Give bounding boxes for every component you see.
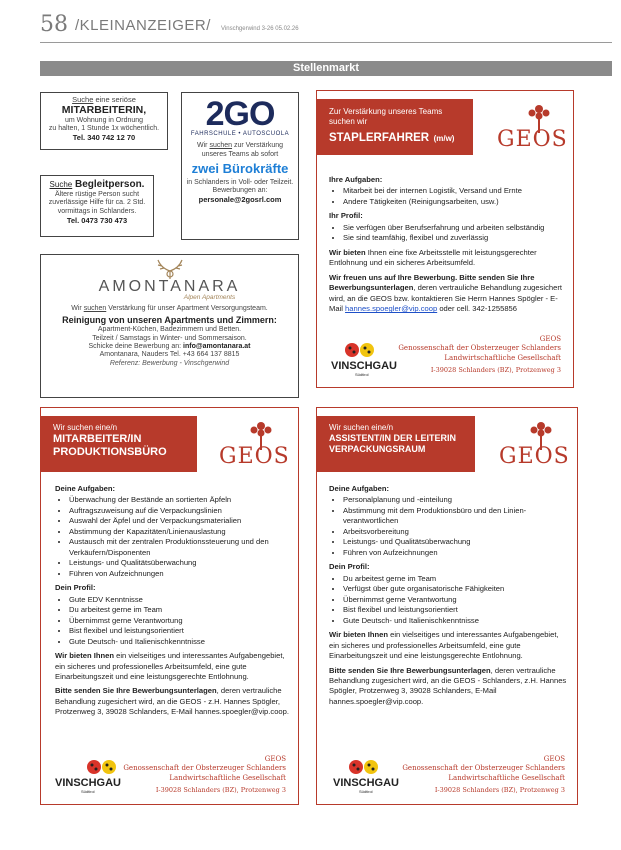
ad-text: Wir — [197, 142, 210, 150]
offer-lead: Wir bieten — [329, 247, 366, 257]
task-item: • Auftragszuweisung auf die Verpackungslinien — [69, 506, 293, 516]
ad-geos-produktionsbuero — [40, 407, 299, 805]
org-address: I-39028 Schlanders (BZ), Protzenweg 3 — [434, 786, 565, 795]
tasks-title: Deine Aufgaben: — [55, 484, 116, 493]
ad-text: zur Verstärkung — [232, 142, 283, 150]
vinschgau-logo: VINSCHGAU — [55, 777, 122, 789]
task-item: • Andere Tätigkeiten (Reinigungsarbeiten, usw.) — [343, 197, 567, 207]
ad-header-title: MITARBEITER/IN — [53, 433, 142, 445]
ad-text: Wir — [71, 304, 84, 312]
apply-lead: Bitte senden Sie Ihre Bewerbungsunterlagen — [55, 686, 217, 696]
2go-logo: 2GO — [205, 95, 275, 133]
ad-header-title: VERPACKUNGSRAUM — [329, 443, 426, 454]
ad-headline: Reinigung von unseren Apartments und Zimmern: — [62, 315, 277, 326]
ad-text-line: vormittags in Schlanders. — [57, 207, 137, 215]
ad-text-line: in Schlanders in Voll- oder Teilzeit. — [186, 178, 294, 186]
ad-lead-word: Suche — [72, 95, 94, 104]
offer-text: ein vielseitiges und interessantes Aufgabengebiet, ein sicheres und professionelles Arbeitsumfeld, eine gute Einarbeitungszeit und eine leistungsgerechte Entlohnung. — [329, 630, 559, 661]
ad-email: personale@2gosrl.com — [198, 195, 282, 205]
profile-item: • Gute Deutsch- und Italienischkenntnisse — [343, 616, 569, 626]
ladybug-apple-icon — [347, 758, 381, 776]
ad-text-line: Teilzeit / Samstags in Winter- und Sommersaison. — [92, 334, 247, 342]
task-item: • Führen von Aufzeichnungen — [69, 569, 293, 579]
ad-header-title: ASSISTENT/IN DER LEITERIN — [329, 433, 457, 443]
profile-item: • Du arbeitest gerne im Team — [343, 574, 569, 584]
task-item: • Überwachung der Bestände an sortierten Äpfeln — [69, 495, 293, 505]
header-rule — [40, 42, 612, 43]
vinschgau-sub: Südtirol — [81, 789, 95, 794]
vinschgau-logo: VINSCHGAU — [331, 360, 398, 372]
apply-text: , deren vertrauliche Behandlung zugesichert wird, an die GEOS - z.H. Hannes Spögler, Protzenweg 3, 39028 Schlanders, E-Mail hannes.spoegler@vip.coop. — [55, 686, 289, 717]
org-block — [123, 755, 286, 795]
ad-header-title: PRODUKTIONSBÜRO — [53, 446, 167, 459]
ad-reference: Referenz: Bewerbung - Vinschgerwind — [109, 359, 230, 367]
offer-text: ein vielseitiges und interessantes Aufgabengebiet, ein sicheres und professionelles Arbeitsumfeld, eine gute Einarbeitungszeit und eine leistungsgerechte Entlohnung. — [55, 651, 285, 681]
2go-tagline: FAHRSCHULE • AUTOSCUOLA — [190, 131, 290, 137]
apply-text: , deren vertrauliche Behandlung zugesichert wird, an die GEOS - Schlanders, z.H. Hannes Spögler, Protzenweg 3, 39028 Schlanders, E-Mail hannes.spoegler@vip.coop. — [329, 665, 567, 706]
profile-item: • Gute Deutsch- und Italienischkenntnisse — [69, 637, 293, 647]
apply-tail: oder cell. 342-1255856 — [437, 304, 517, 314]
ad-text-line: unseres Teams ab sofort — [201, 150, 279, 158]
profile-title: Dein Profil: — [55, 583, 96, 593]
task-item: • Leistungs- und Qualitätsüberwachung — [69, 558, 293, 568]
task-item: • Führen von Aufzeichnungen — [343, 548, 569, 558]
tasks-title: Ihre Aufgaben: — [329, 175, 383, 184]
ad-begleitperson — [40, 175, 154, 237]
ad-address: Amontanara, Nauders Tel. +43 664 137 8815 — [99, 351, 240, 359]
vinschgau-logo: VINSCHGAU — [333, 777, 400, 789]
org-address: I-39028 Schlanders (BZ), Protzenweg 3 — [155, 786, 286, 795]
ad-title: MITARBEITERIN, — [61, 104, 147, 116]
task-item: • Abstimmung mit dem Produktionsbüro und den Linien-verantwortlichen — [343, 506, 569, 527]
geos-logo-text: GEOS — [499, 444, 570, 469]
ad-header-small: Wir suchen eine/n — [329, 423, 394, 432]
offer-text: Ihnen eine fixe Arbeitsstelle mit leistungsgerechter Entlohnung und ein sicheres Arbeitsumfeld. — [329, 247, 537, 268]
ad-amontanara — [40, 254, 299, 398]
vinschgau-sub: Südtirol — [359, 789, 373, 794]
ad-text: Schicke deine Bewerbung an: — [88, 342, 184, 350]
section-title-bar: Stellenmarkt — [40, 61, 612, 76]
ad-text-line: Bewerbungen an: — [212, 186, 268, 194]
profile-title: Dein Profil: — [329, 562, 370, 572]
ad-geos-staplerfahrer — [316, 90, 574, 388]
ladybug-apple-icon — [343, 341, 377, 359]
ad-text-line: zu halten, 1 Stunde 1x wöchentlich. — [48, 124, 160, 132]
org-line: Genossenschaft der Obsterzeuger Schlanders — [402, 764, 565, 773]
profile-item: • Übernimmst gerne Verantwortung — [69, 616, 293, 626]
profile-item: • Sie sind teamfähig, flexibel und zuverlässig — [343, 233, 567, 243]
ad-header-small: Wir suchen eine/n — [53, 423, 118, 432]
ad-title: Begleitperson. — [72, 179, 145, 190]
issue-label: Vinschgerwind 3-26 05.02.26 — [221, 26, 299, 32]
ad-header — [317, 416, 475, 472]
org-block — [398, 335, 561, 375]
task-item: • Auswahl der Äpfel und der Verpackungsmaterialien — [69, 516, 293, 526]
offer-lead: Wir bieten Ihnen — [329, 630, 388, 640]
ad-header — [317, 99, 473, 155]
profile-item: • Verfügst über gute organisatorische Fähigkeiten — [343, 584, 569, 594]
org-name: GEOS — [264, 755, 286, 763]
ad-text: suchen — [83, 304, 107, 312]
org-line: Landwirtschaftliche Gesellschaft — [444, 353, 561, 362]
ad-text: suchen — [209, 142, 233, 150]
profile-item: • Bist flexibel und leistungsorientiert — [69, 626, 293, 636]
vinschgau-sub: Südtirol — [355, 372, 369, 377]
org-line: Genossenschaft der Obsterzeuger Schlanders — [123, 764, 286, 773]
offer-lead: Wir bieten Ihnen — [55, 651, 114, 661]
ad-header-small: suchen wir — [329, 117, 368, 126]
ad-text: Verstärkung für unser Apartment Versorgungsteam. — [106, 304, 268, 312]
profile-item: • Du arbeitest gerne im Team — [69, 605, 293, 615]
ad-text-line: zuverlässige Hilfe für ca. 2 Std. — [48, 199, 146, 207]
apply-lead: Bitte senden Sie Ihre Bewerbungsunterlagen — [329, 665, 491, 675]
task-item: • Mitarbeit bei der internen Logistik, Versand und Ernte — [343, 186, 567, 196]
org-line: Landwirtschaftliche Gesellschaft — [448, 773, 565, 782]
org-name: GEOS — [539, 335, 561, 343]
org-block — [402, 755, 565, 795]
ad-text-line: um Wohnung in Ordnung — [64, 116, 144, 124]
profile-item: • Bist flexibel und leistungsorientiert — [343, 605, 569, 615]
org-address: I-39028 Schlanders (BZ), Protzenweg 3 — [430, 366, 561, 375]
org-line: Genossenschaft der Obsterzeuger Schlanders — [398, 344, 561, 353]
apply-lead: Wir freuen uns auf Ihre Bewerbung. Bitte senden Sie Ihre Bewerbungsunterlagen — [329, 272, 535, 293]
task-item: • Leistungs- und Qualitätsüberwachung — [343, 537, 569, 547]
amontanara-brand: AMONTANARA — [98, 278, 241, 295]
page-number: 58 — [40, 12, 68, 37]
org-line: Landwirtschaftliche Gesellschaft — [169, 773, 286, 782]
org-name: GEOS — [543, 755, 565, 763]
ad-text-line: Ältere rüstige Person sucht — [54, 191, 140, 198]
ad-email: info@amontanara.at — [183, 342, 251, 350]
ad-header-small: Zur Verstärkung unseres Teams — [329, 107, 443, 116]
ad-phone: Tel. 0473 730 473 — [66, 216, 128, 226]
ad-lead-word: Suche — [49, 180, 73, 189]
task-item: • Abstimmung der Kapazitäten/Linienauslastung — [69, 527, 293, 537]
profile-item: • Sie verfügen über Berufserfahrung und arbeiten selbständig — [343, 223, 567, 233]
ad-lead-rest: eine seriöse — [93, 95, 136, 104]
ad-header-suffix: (m/w) — [433, 134, 455, 143]
task-item: • Austausch mit der zentralen Produktionssteuerung und den Verkäufern/Disponenten — [69, 537, 293, 558]
task-item: • Personalplanung und -einteilung — [343, 495, 569, 505]
tasks-title: Deine Aufgaben: — [329, 484, 390, 493]
apply-text: , deren vertrauliche Behandlung zugesichert wird, an die GEOS bzw. kontaktieren Sie Herrn Hannes Spögler - E-Mail — [329, 283, 562, 314]
profile-item: • Gute EDV Kenntnisse — [69, 595, 293, 605]
ad-phone: Tel. 340 742 12 70 — [72, 133, 136, 143]
ad-text-line: Apartment-Küchen, Badezimmern und Betten. — [97, 326, 242, 334]
ad-header — [41, 416, 197, 472]
ad-mitarbeiterin — [40, 92, 168, 150]
ad-2go — [181, 92, 299, 240]
ad-headline: zwei Bürokräfte — [191, 160, 289, 176]
profile-title: Ihr Profil: — [329, 211, 363, 221]
ladybug-apple-icon — [85, 758, 119, 776]
geos-logo-text: GEOS — [497, 127, 568, 152]
geos-logo-text: GEOS — [219, 444, 290, 469]
apply-email-link[interactable]: hannes.spoegler@vip.coop — [345, 304, 438, 314]
section-name: /KLEINANZEIGER/ — [75, 17, 211, 34]
task-item: • Arbeitsvorbereitung — [343, 527, 569, 537]
amontanara-subbrand: Alpen Apartments — [183, 294, 236, 302]
ad-geos-verpackungsraum — [316, 407, 578, 805]
profile-item: • Übernimmst gerne Verantwortung — [343, 595, 569, 605]
ad-header-title: STAPLERFAHRER — [329, 132, 430, 144]
